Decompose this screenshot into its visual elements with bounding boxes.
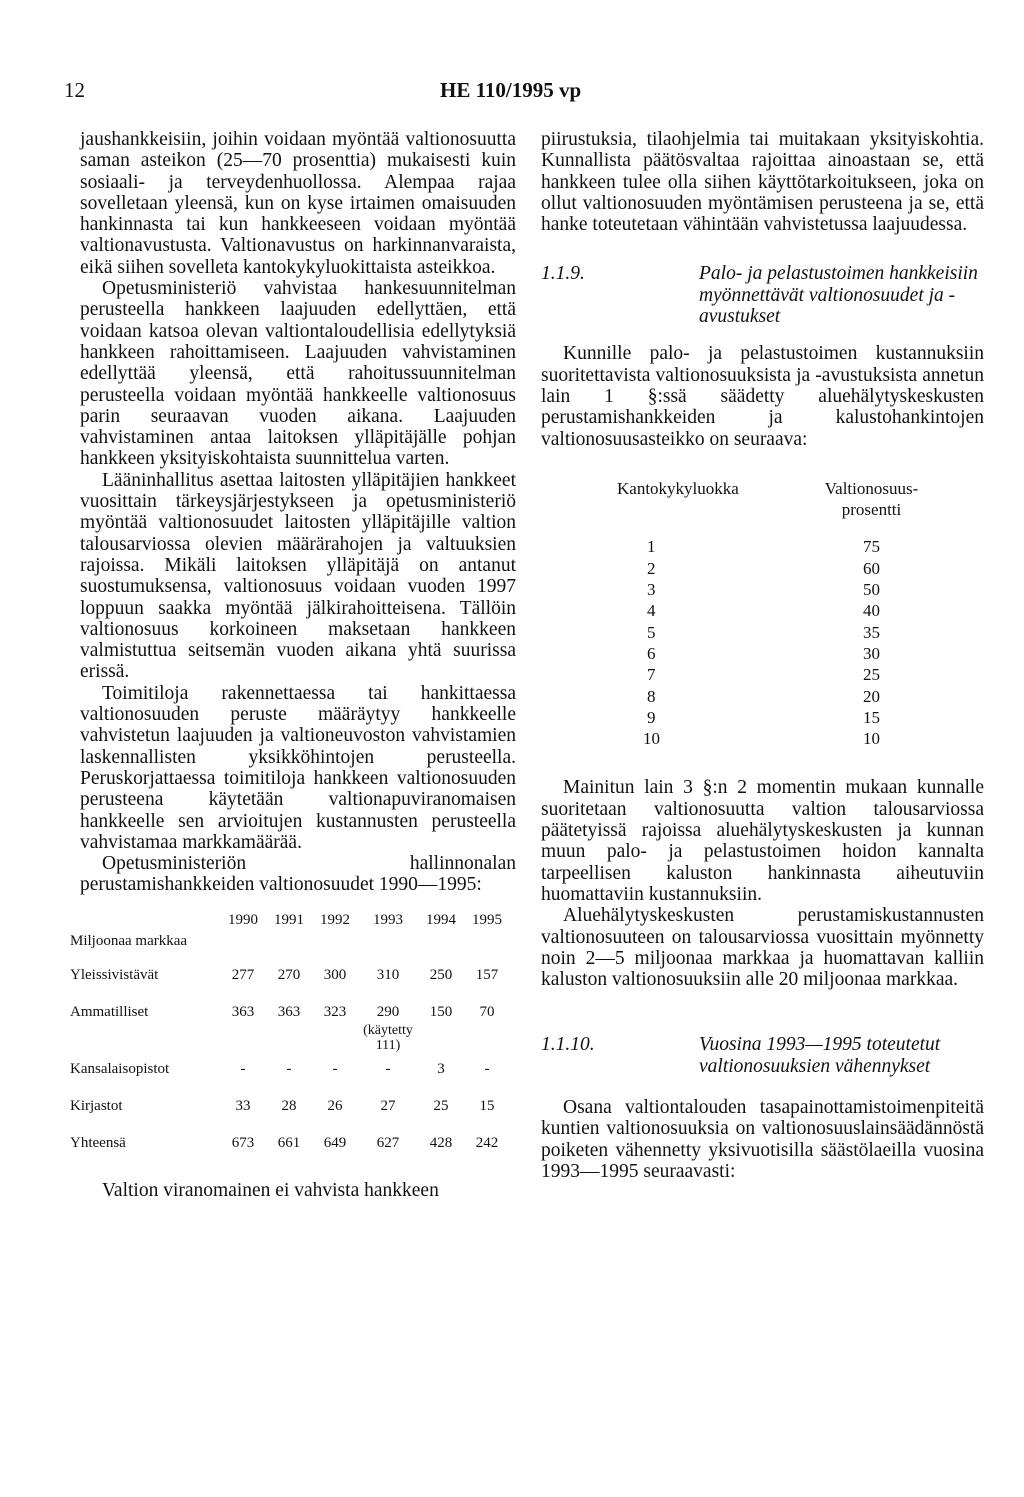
table-cell: 28	[281, 1098, 297, 1115]
table-cell: 3	[647, 580, 656, 600]
section-title: Palo- ja pelastustoimen hankkeisiin myönnettävät valtionosuudet ja -avustukset	[699, 263, 978, 328]
running-head: HE 110/1995 vp	[440, 78, 582, 102]
table-cell: 35	[863, 622, 880, 642]
table-cell: 10	[643, 729, 660, 749]
paragraph: Kunnille palo- ja pelastustoimen kustannuksiin suoritettavista valtionosuuksista ja -avustuksista annetun lain 1 §:ssä säädetty aluehälytyskeskusten perustamishankkeiden ja kalustohankintojen valtionosuusasteikko on seuraava:	[541, 343, 984, 450]
table-cell: 250	[429, 966, 453, 983]
table-cell: 661	[277, 1135, 301, 1152]
table-cell: 40	[863, 601, 880, 621]
table-cell: 75	[863, 537, 880, 557]
row-label: Kirjastot	[70, 1098, 123, 1115]
paragraph: piirustuksia, tilaohjelmia tai muitakaan yksityiskohtia. Kunnallista päätösvaltaa rajoittaa ainoastaan se, että hankkeen tulee olla siihen käyttötarkoitukseen, joka on ollut valtionosuuden myöntämisen perusteena ja se, että hanke toteutetaan vähintään vahvistetussa laajuudessa.	[541, 129, 984, 236]
table-cell: 30	[863, 643, 880, 663]
table-cell: 15	[479, 1098, 495, 1115]
table-cell: 33	[235, 1098, 251, 1115]
table-row	[609, 600, 934, 621]
table-row	[70, 1133, 510, 1170]
table-row	[609, 536, 934, 557]
table-row	[70, 1002, 510, 1053]
table-cell: 310	[376, 966, 400, 983]
table-row	[609, 558, 934, 579]
table-cell: 2	[647, 558, 656, 578]
table-cell: -	[385, 1061, 391, 1078]
table-cell: 627	[376, 1135, 400, 1152]
year-header: 1992	[320, 911, 350, 928]
table-cell: 9	[647, 707, 656, 727]
table-cell: -	[332, 1061, 338, 1078]
section-title: Vuosina 1993—1995 toteutetut valtionosuuksien vähennykset	[699, 1034, 941, 1077]
column-header: Valtionosuus-prosentti	[824, 478, 919, 520]
rate-table	[609, 478, 934, 750]
table-cell: 649	[323, 1135, 347, 1152]
table-cell: 673	[231, 1135, 255, 1152]
table-cell: 50	[863, 580, 880, 600]
table-cell: 242	[475, 1135, 499, 1152]
table-cell: 323	[323, 1003, 347, 1020]
table-cell: 4	[647, 601, 656, 621]
paragraph: Opetusministeriö vahvistaa hankesuunnitelman perusteella hankkeen laajuuden edellyttäen, että voidaan katsoa olevan valtiontaloudellisia edellytyksiä hankkeen rahoittamiseen. Laajuuden vahvistaminen edellyttää yleensä, että rahoitussuunnitelman perusteella voidaan myöntää hankkeelle valtionosuus parin seuraavan vuoden aikana. Laajuuden vahvistaminen antaa laitoksen ylläpitäjälle pohjan hankkeen yksityiskohtaista suunnittelua varten.	[80, 278, 516, 470]
table-row	[609, 622, 934, 643]
table-cell: 6	[647, 643, 656, 663]
section-heading	[541, 263, 984, 327]
section-number: 1.1.9.	[541, 263, 585, 285]
year-header: 1991	[274, 911, 304, 928]
table-cell: 428	[429, 1135, 453, 1152]
table-cell: 5	[647, 622, 656, 642]
paragraph: Toimitiloja rakennettaessa tai hankittaessa valtionosuuden peruste määräytyy hankkeelle vahvistetun laajuuden ja valtioneuvoston vahvistamien laskennallisten yksikköhintojen perusteella. Peruskorjattaessa toimitiloja hankkeen valtionosuuden perusteena käytetään valtionapuviranomaisen hankkeelle sen arvioitujen kustannusten perusteella vahvistamaa markkamäärää.	[80, 682, 516, 853]
table-cell: 25	[863, 665, 880, 685]
table-row	[609, 643, 934, 664]
paragraph: Osana valtiontalouden tasapainottamistoimenpiteitä kuntien valtionosuuksia on valtionosuuslainsäädännöstä poiketen vähennetty yksivuotisilla säästölaeilla vuosina 1993—1995 seuraavasti:	[541, 1096, 984, 1182]
paragraph: jaushankkeisiin, joihin voidaan myöntää valtionosuutta saman asteikon (25—70 prosenttia) mukaisesti kuin sosiaali- ja terveydenhuollossa. Alempaa rajaa sovelletaan yleensä, kun on kyse irtaimen omaisuuden hankinnasta tai kun hankkeeseen voidaan myöntää valtionavustusta. Valtionavustus on harkinnanvaraista, eikä siihen sovelleta kantokykyluokittaista asteikkoa.	[80, 129, 516, 278]
table-cell: 70	[479, 1003, 495, 1020]
paragraph: Opetusministeriön hallinnonalan perustamishankkeiden valtionosuudet 1990—1995:	[80, 853, 516, 896]
table-cell: -	[484, 1061, 490, 1078]
table-cell: 7	[647, 665, 656, 685]
table-cell: -	[286, 1061, 292, 1078]
table-cell: 10	[863, 729, 880, 749]
table-cell: 1	[647, 537, 656, 557]
left-column	[70, 129, 516, 1202]
page-number: 12	[64, 78, 85, 102]
paragraph: Lääninhallitus asettaa laitosten ylläpitäjien hankkeet vuosittain tärkeysjärjestykseen ja opetusministeriö myöntää valtionosuudet laitosten ylläpitäjille valtion talousarviossa olevien määrärahojen ja valtuuksien rajoissa. Mikäli laitoksen ylläpitäjä on antanut suostumuksensa, valtionosuus voidaan vuoden 1997 loppuun saakka myöntää jälkirahoitteisena. Tällöin valtionosuus korkoineen maksetaan hankkeen valmistuttua seitsemän vuoden aikana yhtä suurissa erissä.	[80, 469, 516, 683]
right-column	[541, 129, 984, 1182]
column-header: Kantokykyluokka	[617, 478, 739, 498]
year-header: 1990	[228, 911, 258, 928]
year-header: 1995	[472, 911, 502, 928]
row-label: Ammatilliset	[70, 1003, 149, 1020]
row-label: Yhteensä	[70, 1135, 126, 1152]
table-cell: 27	[380, 1098, 396, 1115]
table-cell: 26	[327, 1098, 343, 1115]
table-row	[70, 965, 510, 1002]
table-cell: 15	[863, 707, 880, 727]
table-cell: 3	[437, 1061, 445, 1078]
table-cell: 157	[475, 966, 499, 983]
table-cell: 363	[277, 1003, 301, 1020]
table-cell: 8	[647, 686, 656, 706]
table-cell: -	[240, 1061, 246, 1078]
table-cell: 300	[323, 966, 347, 983]
table-cell: 363	[231, 1003, 255, 1020]
table-cell: 270	[277, 966, 301, 983]
table-cell: 25	[433, 1098, 449, 1115]
paragraph: Valtion viranomainen ei vahvista hankkeen	[102, 1180, 439, 1202]
table-row	[609, 707, 934, 728]
unit-label: Miljoonaa markkaa	[70, 932, 188, 949]
paragraph: Aluehälytyskeskusten perustamiskustannusten valtionosuuteen on talousarviossa vuosittain myönnetty noin 2—5 miljoonaa markkaa ja huomattavan kalliin kaluston valtionosuuksiin alle 20 miljoonaa markkaa.	[541, 905, 984, 991]
table-cell: 290	[376, 1003, 400, 1020]
table-row	[70, 1053, 510, 1096]
year-header: 1994	[426, 911, 456, 928]
table-cell: 150	[429, 1003, 453, 1020]
table-cell: 277	[231, 966, 255, 983]
table-row	[609, 664, 934, 685]
row-label: Kansalaisopistot	[70, 1061, 170, 1078]
table-row	[609, 728, 934, 749]
year-header: 1993	[373, 911, 403, 928]
section-number: 1.1.10.	[541, 1034, 595, 1056]
paragraph: Mainitun lain 3 §:n 2 momentin mukaan kunnalle suoritetaan valtionosuutta valtion talousarviossa päätetyissä rajoissa aluehälytyskeskusten ja kunnan muun palo- ja pelastustoimen hoidon kannalta tarpeellisen kaluston hankinnasta aiheutuviin huomattaviin kustannuksiin.	[541, 777, 984, 905]
section-heading	[541, 1034, 984, 1077]
table-cell: 20	[863, 686, 880, 706]
table-cell: 60	[863, 558, 880, 578]
table-row	[609, 686, 934, 707]
table-note: (käytetty 111)	[363, 1023, 413, 1054]
row-label: Yleissivistävät	[70, 966, 159, 983]
table-row	[609, 579, 934, 600]
funding-table	[70, 910, 510, 1171]
table-row	[70, 1096, 510, 1133]
